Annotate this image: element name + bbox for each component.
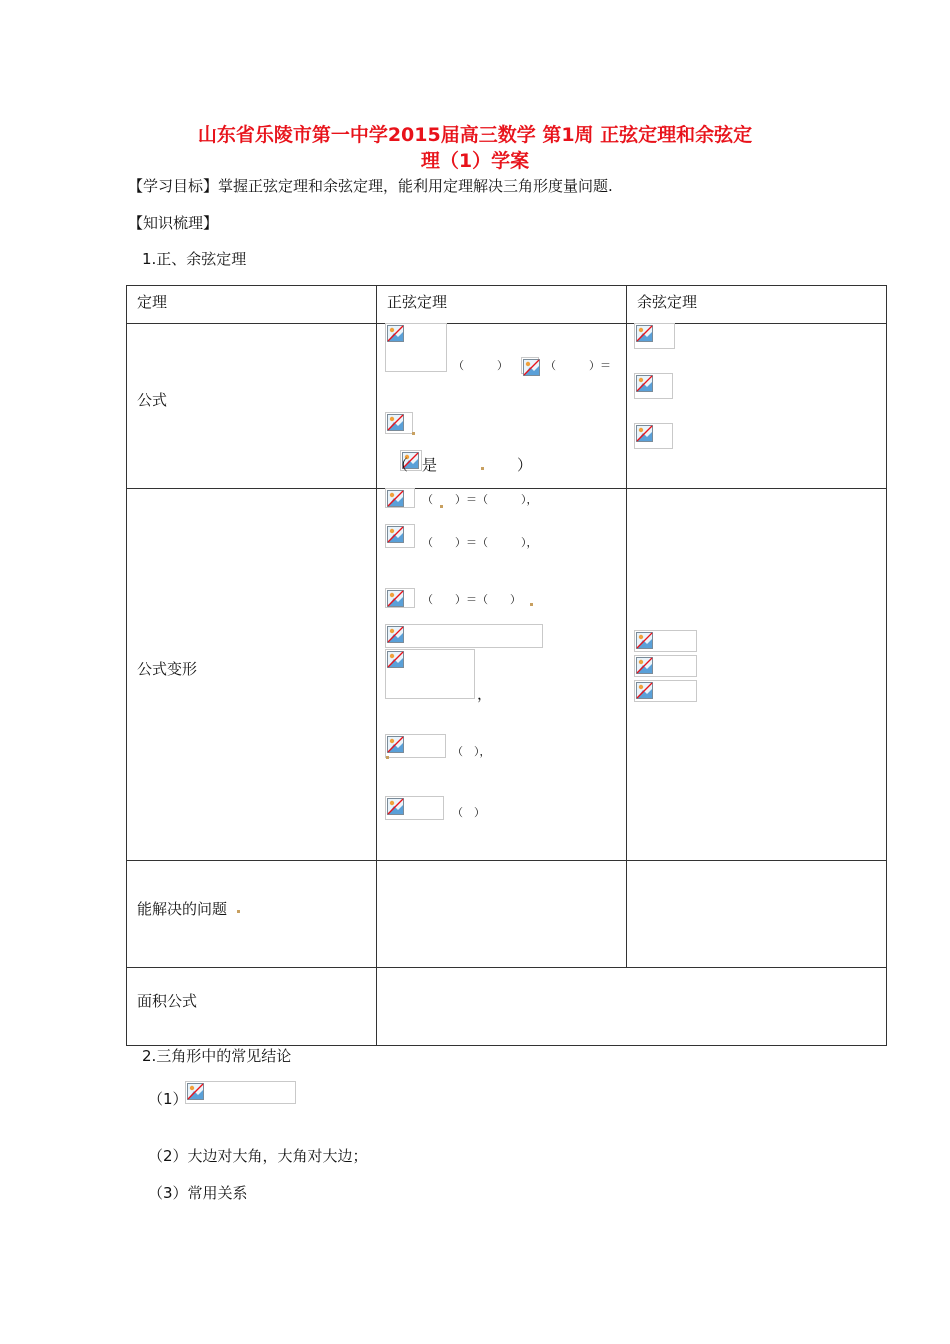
broken-image-icon — [385, 588, 415, 608]
formula-paren-open: （ — [393, 456, 409, 474]
marker-dot — [386, 756, 389, 759]
broken-image-icon — [634, 680, 697, 702]
variant-line-3: （ ）＝（ ） — [422, 593, 521, 606]
objective — [128, 176, 613, 196]
row-formula-label: 公式 — [127, 324, 377, 489]
header-theorem: 定理 — [127, 286, 377, 324]
knowledge-label: 【知识梳理】 — [128, 214, 219, 232]
header-sine: 正弦定理 — [377, 286, 627, 324]
broken-image-icon — [521, 357, 539, 374]
variant-comma: ， — [477, 685, 493, 703]
formula-paren-close: ） — [517, 456, 533, 474]
section2-heading: 2.三角形中的常见结论 — [142, 1047, 292, 1065]
variant-line-7: （ ）， — [452, 745, 491, 758]
objective-text: 掌握正弦定理和余弦定理，能利用定理解决三角形度量问题. — [218, 177, 613, 195]
broken-image-icon — [385, 796, 444, 820]
item-3: （3）常用关系 — [148, 1184, 248, 1202]
marker-dot — [530, 603, 533, 606]
broken-image-icon — [385, 412, 413, 434]
objective-label: 【学习目标】 — [128, 177, 219, 195]
broken-image-icon — [634, 655, 697, 677]
broken-image-icon — [385, 524, 415, 548]
broken-image-icon — [634, 323, 675, 349]
marker-dot — [481, 467, 484, 470]
doc-title-line1: 山东省乐陵市第一中学2015届高三数学 第1周 正弦定理和余弦定 — [197, 124, 753, 146]
broken-image-icon — [634, 423, 673, 449]
formula-paren-2: （ ）＝ — [545, 359, 611, 372]
broken-image-icon — [385, 488, 415, 508]
broken-image-icon — [385, 649, 475, 699]
row-problems-label: 能解决的问题 — [127, 861, 377, 968]
row-variant-label: 公式变形 — [127, 489, 377, 861]
cosine-problems-cell — [627, 861, 887, 968]
marker-dot — [237, 910, 240, 913]
broken-image-icon — [385, 323, 447, 372]
formula-paren-1: （ ） — [453, 359, 508, 372]
broken-image-icon — [634, 373, 673, 399]
broken-image-icon — [385, 624, 543, 648]
header-cosine: 余弦定理 — [627, 286, 887, 324]
variant-line-1: （ ）＝（ ）， — [422, 493, 538, 506]
area-formula-cell — [377, 968, 887, 1046]
broken-image-icon — [634, 630, 697, 652]
formula-is-text: 是 — [422, 456, 438, 474]
theorem-table — [126, 285, 887, 1046]
broken-image-icon — [385, 734, 446, 758]
variant-line-2: （ ）＝（ ）， — [422, 536, 538, 549]
item-1: （1） — [148, 1090, 188, 1108]
variant-line-8: （ ） — [452, 806, 485, 819]
marker-dot — [412, 432, 415, 435]
row-area-label: 面积公式 — [127, 968, 377, 1046]
doc-title-line2: 理（1）学案 — [420, 150, 530, 172]
section1-heading: 1.正、余弦定理 — [142, 250, 247, 268]
item-2: （2）大边对大角，大角对大边； — [148, 1147, 368, 1165]
broken-image-icon — [185, 1081, 296, 1104]
sine-problems-cell — [377, 861, 627, 968]
